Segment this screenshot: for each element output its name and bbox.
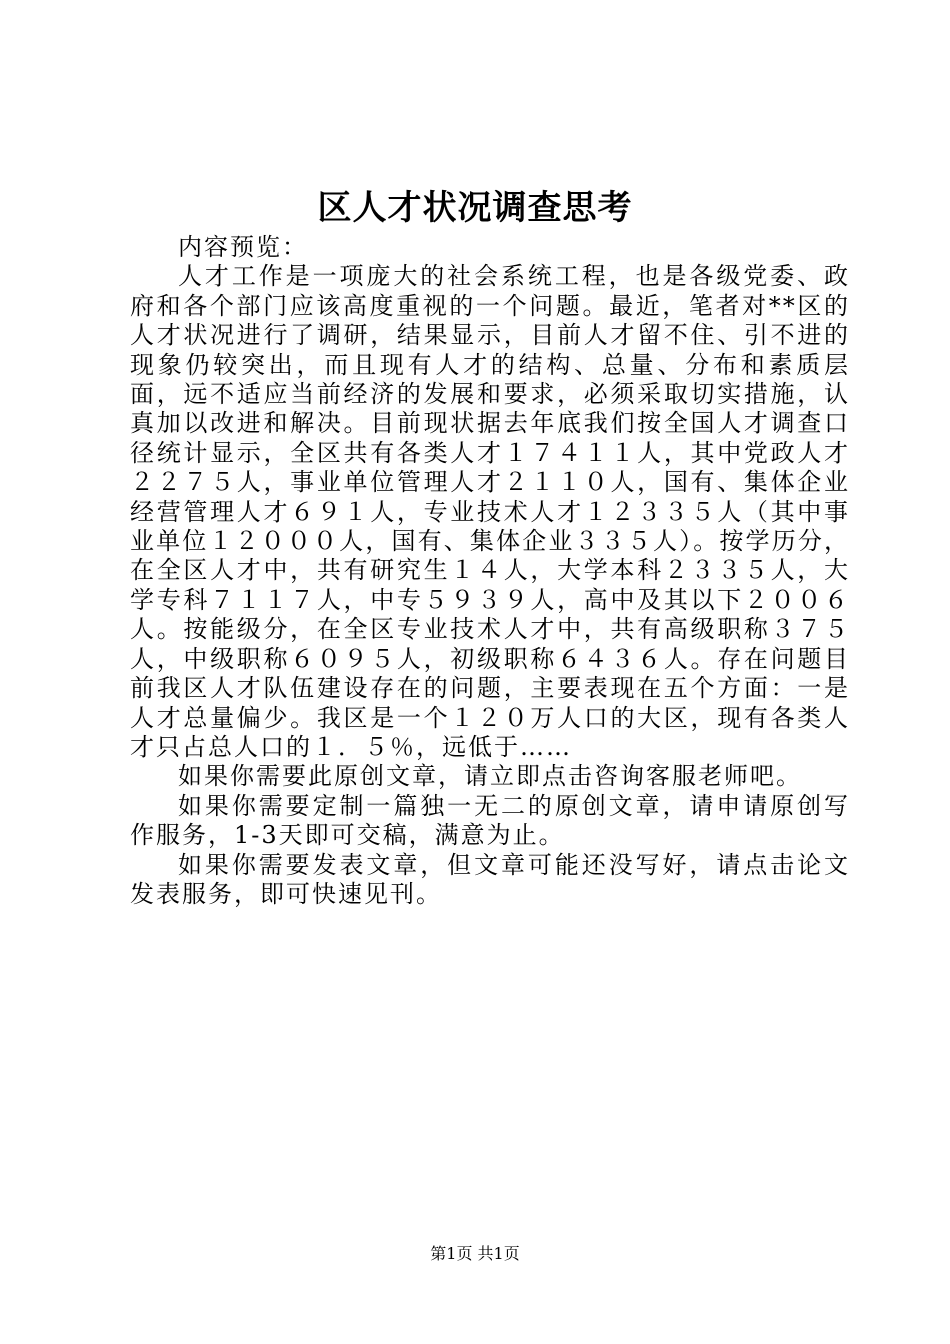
consult-paragraph: 如果你需要此原创文章，请立即点击咨询客服老师吧。 <box>178 762 802 791</box>
preview-label: 内容预览： <box>178 233 308 261</box>
page-footer: 第1页 共1页 <box>430 1244 520 1263</box>
publish-paragraph: 如果你需要发表文章，但文章可能还没写好，请点击论文发表服务，即可快速见刊。 <box>130 850 850 908</box>
custom-writing-paragraph: 如果你需要定制一篇独一无二的原创文章，请申请原创写作服务，1-3天即可交稿，满意为止。 <box>130 791 850 850</box>
document-body <box>130 233 850 909</box>
main-paragraph: 人才工作是一项庞大的社会系统工程，也是各级党委、政府和各个部门应该高度重视的一个问题。最近，笔者对**区的人才状况进行了调研，结果显示，目前人才留不住、引不进的现象仍较突出，而且现有人才的结构、总量、分布和素质层面，远不适应当前经济的发展和要求，必须采取切实措施，认真加以改进和解决。目前现状据去年底我们按全国人才调查口径统计显示，全区共有各类人才１７４１１人，其中党政人才２２７５人，事业单位管理人才２１１０人，国有、集体企业经营管理人才６９１人，专业技术人才１２３３５人（其中事业单位１２０００人，国有、集体企业３３５人）。按学历分，在全区人才中，共有研究生１４人，大学本科２３３５人，大学专科７１１７人，中专５９３９人，高中及其以下２００６人。按能级分，在全区专业技术人才中，共有高级职称３７５人，中级职称６０９５人，初级职称６４３６人。存在问题目前我区人才队伍建设存在的问题，主要表现在五个方面：一是人才总量偏少。我区是一个１２０万人口的大区，现有各类人才只占总人口的１．５％，远低于…… <box>130 262 850 761</box>
document-title: 区人才状况调查思考 <box>317 188 633 228</box>
